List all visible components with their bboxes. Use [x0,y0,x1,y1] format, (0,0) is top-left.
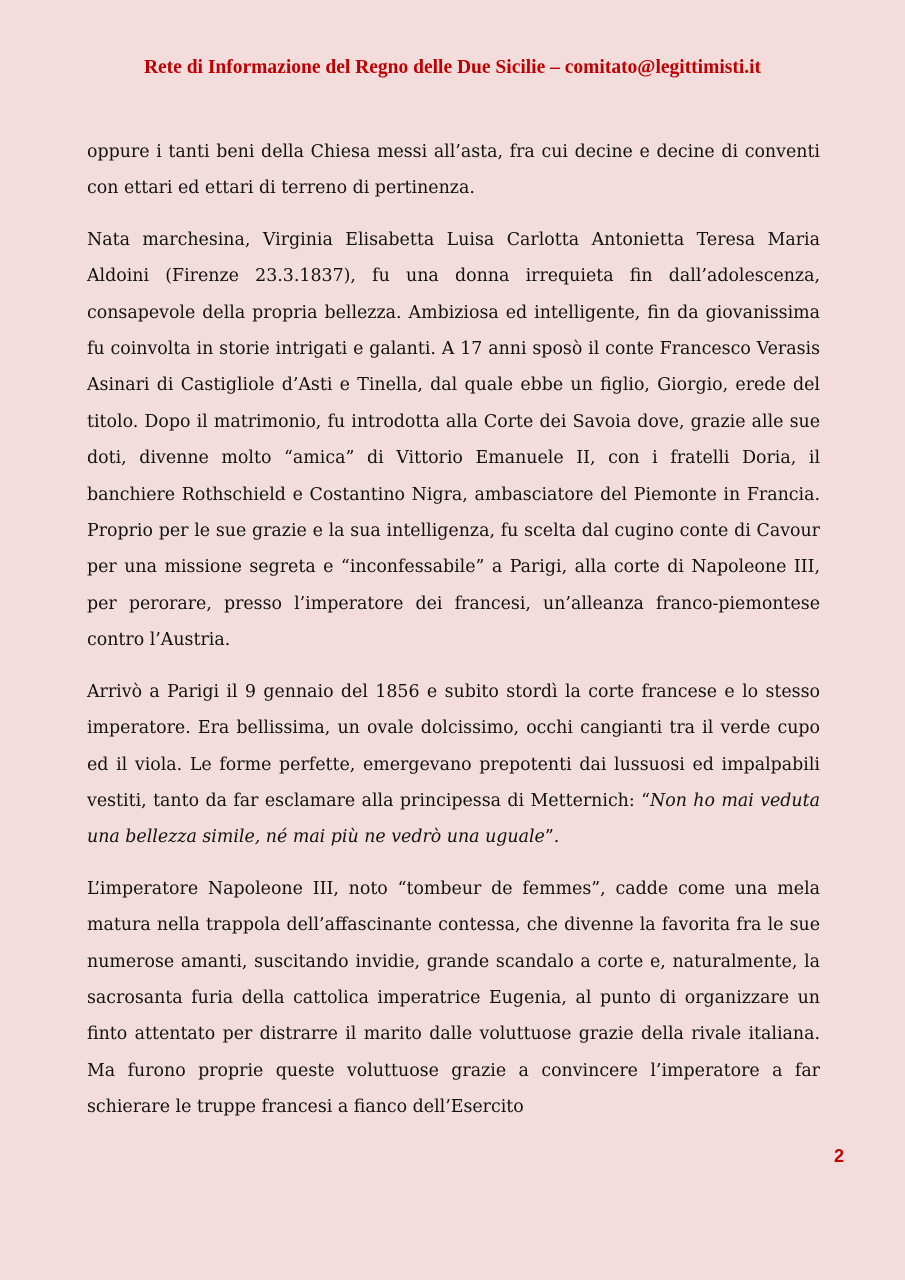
paragraph-1: oppure i tanti beni della Chiesa messi all’asta, fra cui decine e decine di conventi con ettari ed ettari di terreno di pertinenza. [87,142,820,199]
page-number: 2 [833,1146,844,1166]
paragraph-4: L’imperatore Napoleone III, noto “tombeur de femmes”, cadde come una mela matura nella trappola dell’affascinante contessa, che divenne la favorita fra le sue numerose amanti, suscitando invidie, grande scandalo a corte e, naturalmente, la sacrosanta furia della cattolica imperatrice Eugenia, al punto di organizzare un finto attentato per distrarre il marito dalle voluttuose grazie della rivale italiana. Ma furono proprie queste voluttuose grazie a convincere l’imperatore a far schierare le truppe francesi a fianco dell’Esercito [87,878,820,1118]
paragraph-3 [87,674,820,856]
paragraph-3-text-before: Arrivò a Parigi il 9 gennaio del 1856 e subito stordì la corte francese e lo stesso imperatore. Era bellissima, un ovale dolcissimo, occhi cangianti tra il verde cupo ed il viola. Le forme perfette, emergevano prepotenti dai lussuosi ed impalpabili vestiti, tanto da far esclamare alla principessa di Metternich: “ [87,681,820,811]
document-body [87,134,820,1141]
paragraph-2: Nata marchesina, Virginia Elisabetta Luisa Carlotta Antonietta Teresa Maria Aldoini (Firenze 23.3.1837), fu una donna irrequieta fin dall’adolescenza, consapevole della propria bellezza. Ambiziosa ed intelligente, fin da giovanissima fu coinvolta in storie intrigati e galanti. A 17 anni sposò il conte Francesco Verasis Asinari di Castigliole d’Asti e Tinella, dal quale ebbe un figlio, Giorgio, erede del titolo. Dopo il matrimonio, fu introdotta alla Corte dei Savoia dove, grazie alle sue doti, divenne molto “amica” di Vittorio Emanuele II, con i fratelli Doria, il banchiere Rothschield e Costantino Nigra, ambasciatore del Piemonte in Francia. Proprio per le sue grazie e la sua intelligenza, fu scelta dal cugino conte di Cavour per una missione segreta e “inconfessabile” a Parigi, alla corte di Napoleone III, per perorare, presso l’imperatore dei francesi, un’alleanza franco-piemontese contro l’Austria. [87,229,820,651]
metternich-quote: Non ho mai veduta una bellezza simile, né mai più ne vedrò una uguale [87,790,820,848]
page-header: Rete di Informazione del Regno delle Due Sicilie – comitato@legittimisti.it [143,57,762,78]
paragraph-3-text-after: ”. [544,827,560,848]
